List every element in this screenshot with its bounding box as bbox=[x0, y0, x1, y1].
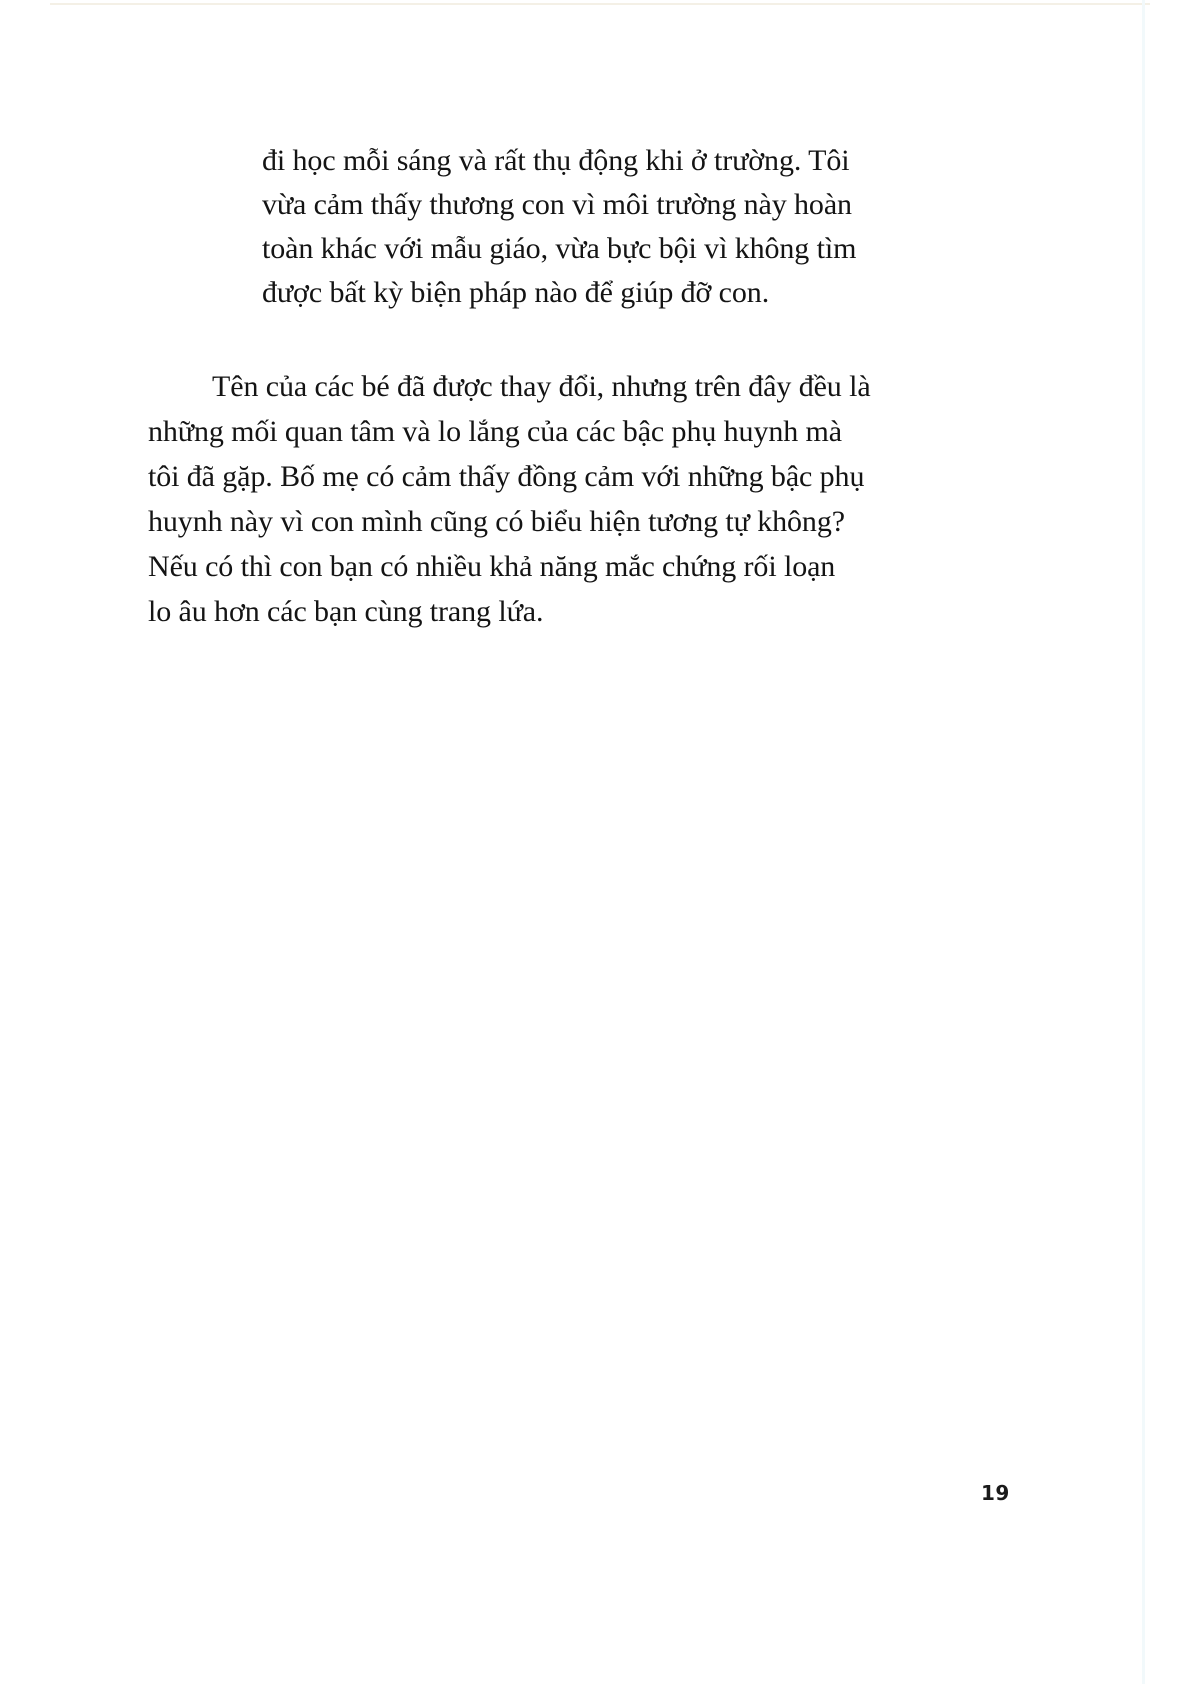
page-number: 19 bbox=[981, 1481, 1010, 1505]
paragraph-line: Nếu có thì con bạn có nhiều khả năng mắc chứng rối loạn bbox=[148, 550, 836, 583]
paragraph-line: những mối quan tâm và lo lắng của các bậc phụ huynh mà bbox=[148, 415, 842, 448]
scan-top-edge bbox=[50, 3, 1150, 5]
paragraph-line: đi học mỗi sáng và rất thụ động khi ở trường. Tôi bbox=[262, 144, 850, 177]
scan-right-edge bbox=[1142, 0, 1145, 1684]
paragraph-line: lo âu hơn các bạn cùng trang lứa. bbox=[148, 595, 544, 628]
paragraph-line: toàn khác với mẫu giáo, vừa bực bội vì không tìm bbox=[262, 232, 857, 265]
quote-continuation-paragraph bbox=[262, 139, 1007, 315]
paragraph-line: huynh này vì con mình cũng có biểu hiện tương tự không? bbox=[148, 505, 845, 538]
body-paragraph bbox=[148, 364, 1008, 634]
paragraph-line: vừa cảm thấy thương con vì môi trường này hoàn bbox=[262, 188, 852, 221]
paragraph-line: tôi đã gặp. Bố mẹ có cảm thấy đồng cảm với những bậc phụ bbox=[148, 460, 865, 493]
paragraph-line: Tên của các bé đã được thay đổi, nhưng trên đây đều là bbox=[212, 370, 871, 403]
paragraph-line: được bất kỳ biện pháp nào để giúp đỡ con. bbox=[262, 276, 770, 309]
